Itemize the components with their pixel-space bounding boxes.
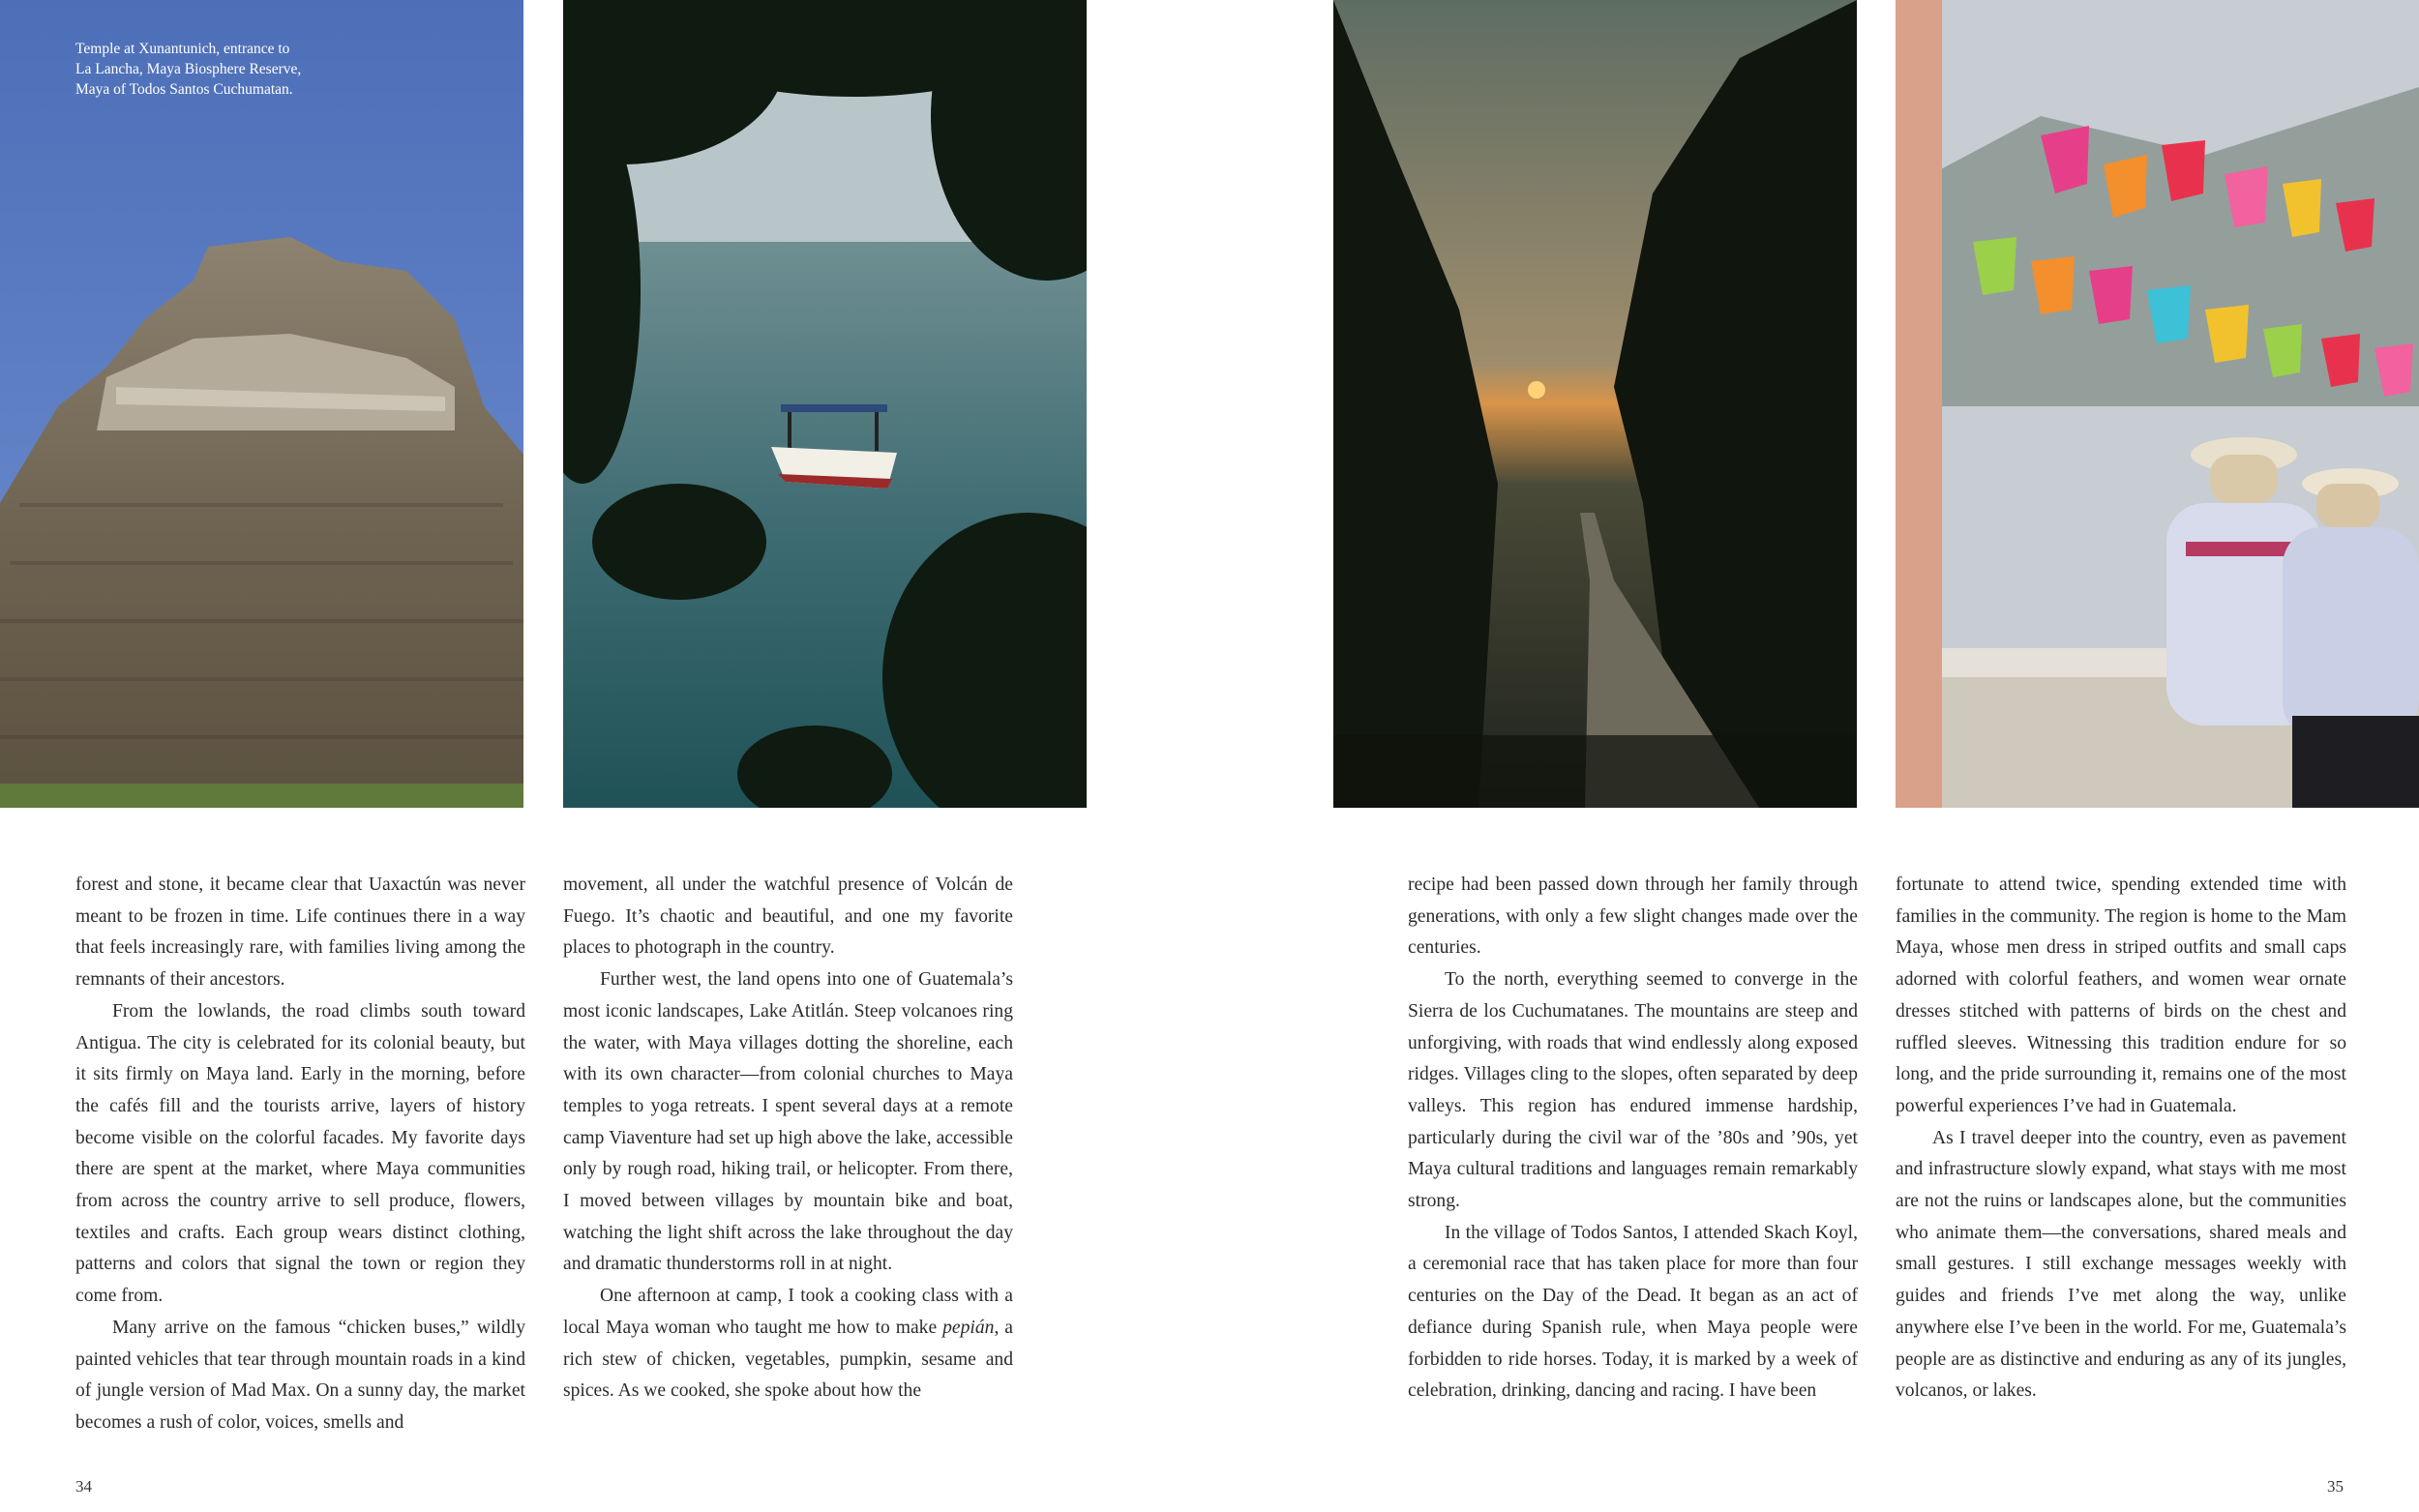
- paragraph: forest and stone, it became clear that Uaxactún was never meant to be frozen in time. Life continues there in a way that feels increasingly rare, with families living among the remnants of their ancestors.: [75, 875, 525, 991]
- paragraph: Many arrive on the famous “chicken buses,” wildly painted vehicles that tear through mountain roads in a kind of jungle version of Mad Max. On a sunny day, the market becomes a rush of color, voices, smells and: [75, 1317, 525, 1433]
- photo-sunset-road: [1333, 0, 1857, 808]
- paragraph: movement, all under the watchful presence of Volcán de Fuego. It’s chaotic and beautiful, and one my favorite places to photograph in the country.: [563, 875, 1013, 959]
- photo-papel-picado: [1896, 0, 2419, 808]
- paragraph: In the village of Todos Santos, I attended Skach Koyl, a ceremonial race that has taken place for more than four centuries on the Day of the Dead. It began as an act of defiance during Spanish rule, when Maya people were forbidden to ride horses. Today, it is marked by a week of celebration, drinking, dancing and racing. I have been: [1408, 1222, 1858, 1402]
- photo-caption: Temple at Xunantunich, entrance to La Lancha, Maya Biosphere Reserve, Maya of Todos Santos Cuchumatan.: [75, 41, 302, 98]
- paragraph: fortunate to attend twice, spending extended time with families in the community. The region is home to the Mam Maya, whose men dress in striped outfits and small caps adorned with colorful feathers, and women wear ornate dresses stitched with patterns of birds on the chest and ruffled sleeves. Witnessing this tradition endure for so long, and the pride surrounding it, remains one of the most powerful experiences I’ve had in Guatemala.: [1896, 875, 2346, 1116]
- photo-lake-boat: [563, 0, 1087, 808]
- text-column-1: [75, 870, 525, 1439]
- paragraph: Further west, the land opens into one of Guatemala’s most iconic landscapes, Lake Atitlán. Steep volcanoes ring the water, with Maya villages dotting the shoreline, each with its own character—from colonial churches to Maya temples to yoga retreats. I spent several days at a remote camp Viaventure had set up high above the lake, accessible only by rough road, hiking trail, or helicopter. From there, I moved between villages by mountain bike and boat, watching the light shift across the lake throughout the day and dramatic thunderstorms roll in at night.: [563, 969, 1013, 1275]
- text-column-4: [1896, 870, 2346, 1408]
- paragraph: recipe had been passed down through her family through generations, with only a few slight changes made over the centuries.: [1408, 875, 1858, 959]
- page-number-left: 34: [75, 1477, 92, 1496]
- paragraph: To the north, everything seemed to converge in the Sierra de los Cuchumatanes. The mountains are steep and unforgiving, with roads that wind endlessly along exposed ridges. Villages cling to the slopes, often separated by deep valleys. This region has endured immense hardship, particularly during the civil war of the ’80s and ’90s, yet Maya cultural traditions and languages remain remarkably strong.: [1408, 969, 1858, 1212]
- italic-term: pepián: [942, 1317, 995, 1338]
- text-column-2: [563, 870, 1013, 1408]
- temple-image: [0, 0, 523, 808]
- paragraph: [563, 1281, 1013, 1408]
- photo-maya-temple: [0, 0, 523, 808]
- festival-image: [1896, 0, 2419, 808]
- paragraph: From the lowlands, the road climbs south toward Antigua. The city is celebrated for its colonial beauty, but it sits firmly on Maya land. Early in the morning, before the cafés fill and the tourists arrive, layers of history become visible on the colorful facades. My favorite days there are spent at the market, where Maya communities from across the country arrive to sell produce, flowers, textiles and crafts. Each group wears distinct clothing, patterns and colors that signal the town or region they come from.: [75, 1000, 525, 1307]
- paragraph-text: One afternoon at camp, I took a cooking class with a local Maya woman who taught me how to make: [563, 1286, 1013, 1338]
- paragraph-text: , a rich stew of chicken, vegetables, pumpkin, sesame and spices. As we cooked, she spoke about how the: [563, 1317, 1013, 1402]
- lake-image: [563, 0, 1087, 808]
- page-number-right: 35: [2327, 1477, 2344, 1496]
- text-column-3: [1408, 870, 1858, 1408]
- road-image: [1333, 0, 1857, 808]
- paragraph: As I travel deeper into the country, even as pavement and infrastructure slowly expand, what stays with me most are not the ruins or landscapes alone, but the communities who animate them—the conversations, shared meals and small gestures. I still exchange messages weekly with guides and friends I’ve met along the way, unlike anywhere else I’ve been in the world. For me, Guatemala’s people are as distinctive and enduring as any of its jungles, volcanos, or lakes.: [1896, 1127, 2346, 1402]
